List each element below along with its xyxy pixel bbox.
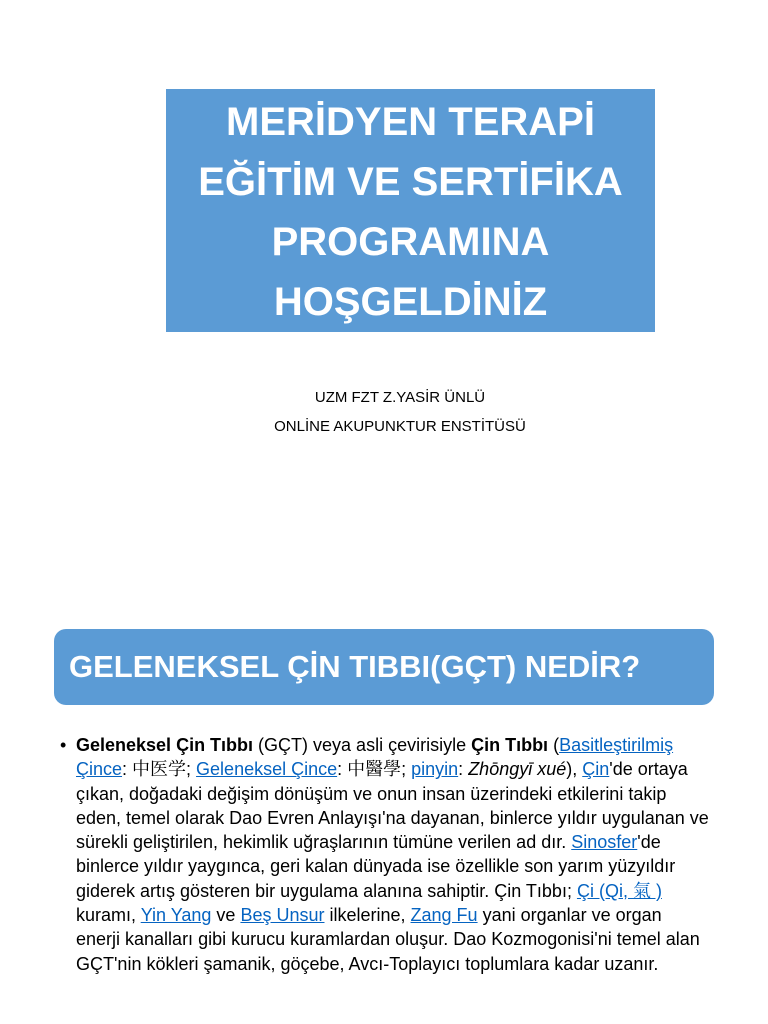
text-segment: ilkelerine,: [324, 905, 411, 926]
term-cin-tibbi: Çin Tıbbı: [471, 735, 549, 755]
bullet-marker: •: [60, 735, 67, 755]
text-segment: : 中医学;: [122, 759, 197, 780]
slide-title-line-2: EĞİTİM VE SERTİFİKA: [198, 159, 623, 204]
text-segment: :: [458, 759, 469, 780]
author-name: UZM FZT Z.YASİR ÜNLÜ: [314, 389, 486, 406]
link-geleneksel-cince[interactable]: Geleneksel Çince: [196, 759, 338, 780]
link-sinosfer[interactable]: Sinosfer: [571, 832, 638, 853]
text-segment: 'de binlerce yıldır yaygınca, geri kalan dünyada ise özellikle son yarım yüzyıldır giderek artış gösteren bir uygulama alanına sahiptir. Çin Tıbbı;: [76, 832, 676, 901]
text-segment: kuramı,: [76, 905, 141, 926]
text-segment: (GÇT) veya asli çevirisiyle: [253, 735, 472, 755]
slide-title-box: [166, 89, 655, 332]
text-segment: : 中醫學;: [337, 759, 412, 780]
bullet-paragraph: [76, 733, 710, 976]
bullet-content: [60, 733, 710, 976]
link-pinyin[interactable]: pinyin: [411, 759, 459, 780]
text-segment: yani organlar ve organ enerji kanalları gibi kurucu kuramlardan oluşur. Dao Kozmogonisi'ni temel alan GÇT'nin kökleri şamanik, göçebe, Avcı-Toplayıcı toplumlara kadar uzanır.: [76, 905, 700, 974]
section-heading: GELENEKSEL ÇİN TIBBI(GÇT) NEDİR?: [54, 629, 714, 705]
institute-name: ONLİNE AKUPUNKTUR ENSTİTÜSÜ: [274, 418, 526, 435]
text-segment: 'de ortaya çıkan, doğadaki değişim dönüşüm ve onun insan üzerindeki etkilerini takip eden, temel olarak Dao Evren Anlayışı'na dayanan, binlerce yıldır uygulanan ve sürekli geliştirilen, hekimlik uğraşlarının tümüne verilen ad dır.: [76, 759, 709, 853]
link-ci-qi[interactable]: Çi (Qi, 氣 ): [576, 880, 662, 901]
text-segment: ),: [566, 759, 583, 780]
link-zang-fu[interactable]: Zang Fu: [410, 905, 478, 926]
term-geleneksel-cin-tibbi: Geleneksel Çin Tıbbı: [76, 735, 254, 755]
slide-title-line-4: HOŞGELDİNİZ: [273, 279, 548, 324]
pinyin-term: Zhōngyī xué: [468, 759, 567, 780]
link-bes-unsur[interactable]: Beş Unsur: [240, 905, 325, 926]
link-basitlestirilmis-cince[interactable]: Basitleştirilmiş Çince: [76, 735, 674, 780]
slide-title-line-3: PROGRAMINA: [271, 219, 550, 264]
slide-title-line-1: MERİDYEN TERAPİ: [226, 99, 595, 144]
link-cin[interactable]: Çin: [582, 759, 610, 780]
text-segment: ve: [211, 905, 241, 926]
text-segment: (: [548, 735, 560, 755]
link-yin-yang[interactable]: Yin Yang: [140, 905, 212, 926]
